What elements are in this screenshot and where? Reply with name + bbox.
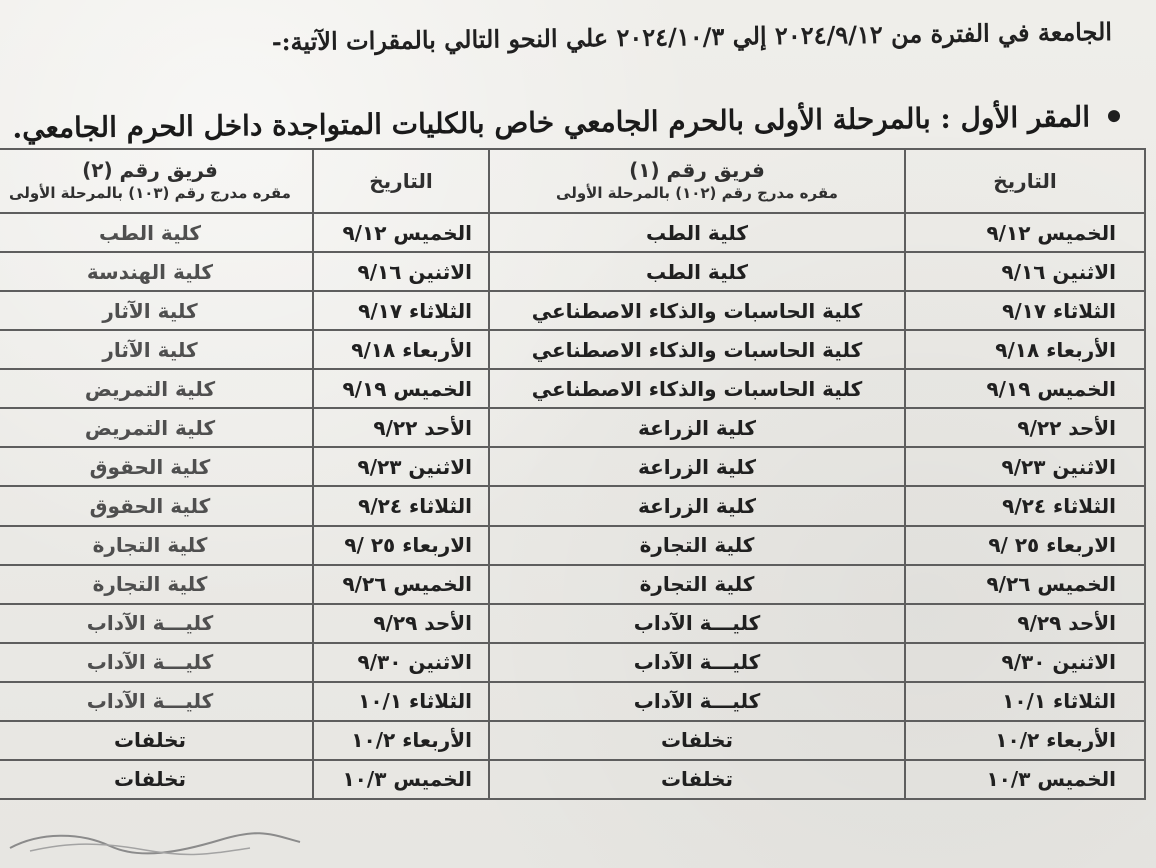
row-team-1: كليـــة الآداب (489, 682, 905, 721)
row-date-1: الاثنين ٩/٣٠ (905, 643, 1145, 682)
table-row (0, 213, 1145, 252)
row-team-2: كلية الحقوق (0, 486, 313, 525)
row-date-1: الخميس ٩/١٢ (905, 213, 1145, 252)
row-date-1: الأحد ٩/٢٩ (905, 604, 1145, 643)
table-row (0, 408, 1145, 447)
table-row (0, 252, 1145, 291)
row-date-2: الخميس ٩/٢٦ (313, 565, 489, 604)
row-team-2: كليـــة الآداب (0, 682, 313, 721)
row-date-2: الخميس ٩/١٢ (313, 213, 489, 252)
row-date-1: الخميس ٩/١٩ (905, 369, 1145, 408)
row-date-2: الاثنين ٩/٣٠ (313, 643, 489, 682)
header-team-2: فريق رقم (٢) مقره مدرج رقم (١٠٣) بالمرحلة الأولى (0, 149, 313, 213)
row-team-1: تخلفات (489, 721, 905, 760)
row-date-1: الثلاثاء ١٠/١ (905, 682, 1145, 721)
table-row (0, 565, 1145, 604)
row-team-2: كلية الحقوق (0, 447, 313, 486)
row-team-2: كلية التجارة (0, 565, 313, 604)
row-date-2: الثلاثاء ١٠/١ (313, 682, 489, 721)
document-heading-line: الجامعة في الفترة من ٢٠٢٤/٩/١٢ إلي ٢٠٢٤/١٠/٣ علي النحو التالي بالمقرات الآتية:- (271, 17, 1113, 57)
row-date-2: الثلاثاء ٩/٢٤ (313, 486, 489, 525)
row-team-2: كلية التجارة (0, 526, 313, 565)
row-team-1: كلية التجارة (489, 565, 905, 604)
row-date-1: الأربعاء ١٠/٢ (905, 721, 1145, 760)
row-team-2: كلية الآثار (0, 291, 313, 330)
row-date-1: الخميس ٩/٢٦ (905, 565, 1145, 604)
row-date-1: الاثنين ٩/٢٣ (905, 447, 1145, 486)
table-row (0, 721, 1145, 760)
row-team-2: كلية الطب (0, 213, 313, 252)
row-team-2: كلية الهندسة (0, 252, 313, 291)
row-team-2: تخلفات (0, 760, 313, 799)
row-team-1: كلية الحاسبات والذكاء الاصطناعي (489, 291, 905, 330)
row-team-1: كلية الحاسبات والذكاء الاصطناعي (489, 330, 905, 369)
row-date-2: الأحد ٩/٢٩ (313, 604, 489, 643)
header-date-1: التاريخ (905, 149, 1145, 213)
row-team-2: تخلفات (0, 721, 313, 760)
table-body (0, 213, 1145, 799)
row-team-1: كلية الزراعة (489, 447, 905, 486)
row-team-1: كلية الزراعة (489, 408, 905, 447)
schedule-table (0, 148, 1146, 800)
row-date-2: الاثنين ٩/٢٣ (313, 447, 489, 486)
row-date-2: الاثنين ٩/١٦ (313, 252, 489, 291)
header-date-2: التاريخ (313, 149, 489, 213)
table-row (0, 486, 1145, 525)
row-team-1: كلية التجارة (489, 526, 905, 565)
row-team-1: كليـــة الآداب (489, 643, 905, 682)
row-date-1: الاثنين ٩/١٦ (905, 252, 1145, 291)
row-date-2: الخميس ٩/١٩ (313, 369, 489, 408)
row-date-2: الأربعاء ١٠/٢ (313, 721, 489, 760)
row-team-2: كلية الآثار (0, 330, 313, 369)
row-date-2: الأحد ٩/٢٢ (313, 408, 489, 447)
row-date-2: الثلاثاء ٩/١٧ (313, 291, 489, 330)
signature-scribble-icon (0, 824, 310, 856)
footer-scribble (0, 824, 310, 856)
table-row (0, 330, 1145, 369)
row-team-1: كليـــة الآداب (489, 604, 905, 643)
row-date-1: الأحد ٩/٢٢ (905, 408, 1145, 447)
row-date-2: الأربعاء ٩/١٨ (313, 330, 489, 369)
table-row (0, 760, 1145, 799)
row-team-1: كلية الطب (489, 213, 905, 252)
row-team-2: كلية التمريض (0, 408, 313, 447)
row-date-1: الثلاثاء ٩/١٧ (905, 291, 1145, 330)
table-row (0, 291, 1145, 330)
table-row (0, 526, 1145, 565)
section-subheading (12, 88, 1121, 155)
row-date-2: الاربعاء ٢٥ /٩ (313, 526, 489, 565)
header-team-1: فريق رقم (١) مقره مدرج رقم (١٠٢) بالمرحلة الأولى (489, 149, 905, 213)
row-team-1: كلية الزراعة (489, 486, 905, 525)
table-row (0, 682, 1145, 721)
row-team-1: كلية الحاسبات والذكاء الاصطناعي (489, 369, 905, 408)
schedule-table-wrapper (0, 148, 1146, 800)
row-team-2: كلية التمريض (0, 369, 313, 408)
bullet-icon (1108, 110, 1120, 122)
row-date-1: الخميس ١٠/٣ (905, 760, 1145, 799)
row-team-2: كليـــة الآداب (0, 604, 313, 643)
row-team-1: كلية الطب (489, 252, 905, 291)
row-team-1: تخلفات (489, 760, 905, 799)
subheading-text: المقر الأول : بالمرحلة الأولى بالحرم الجامعي خاص بالكليات المتواجدة داخل الحرم الجامعي. (12, 99, 1091, 145)
row-date-1: الاربعاء ٢٥ /٩ (905, 526, 1145, 565)
table-row (0, 604, 1145, 643)
table-row (0, 369, 1145, 408)
row-date-2: الخميس ١٠/٣ (313, 760, 489, 799)
table-row (0, 447, 1145, 486)
row-date-1: الأربعاء ٩/١٨ (905, 330, 1145, 369)
table-header-row (0, 149, 1145, 213)
table-row (0, 643, 1145, 682)
row-team-2: كليـــة الآداب (0, 643, 313, 682)
row-date-1: الثلاثاء ٩/٢٤ (905, 486, 1145, 525)
